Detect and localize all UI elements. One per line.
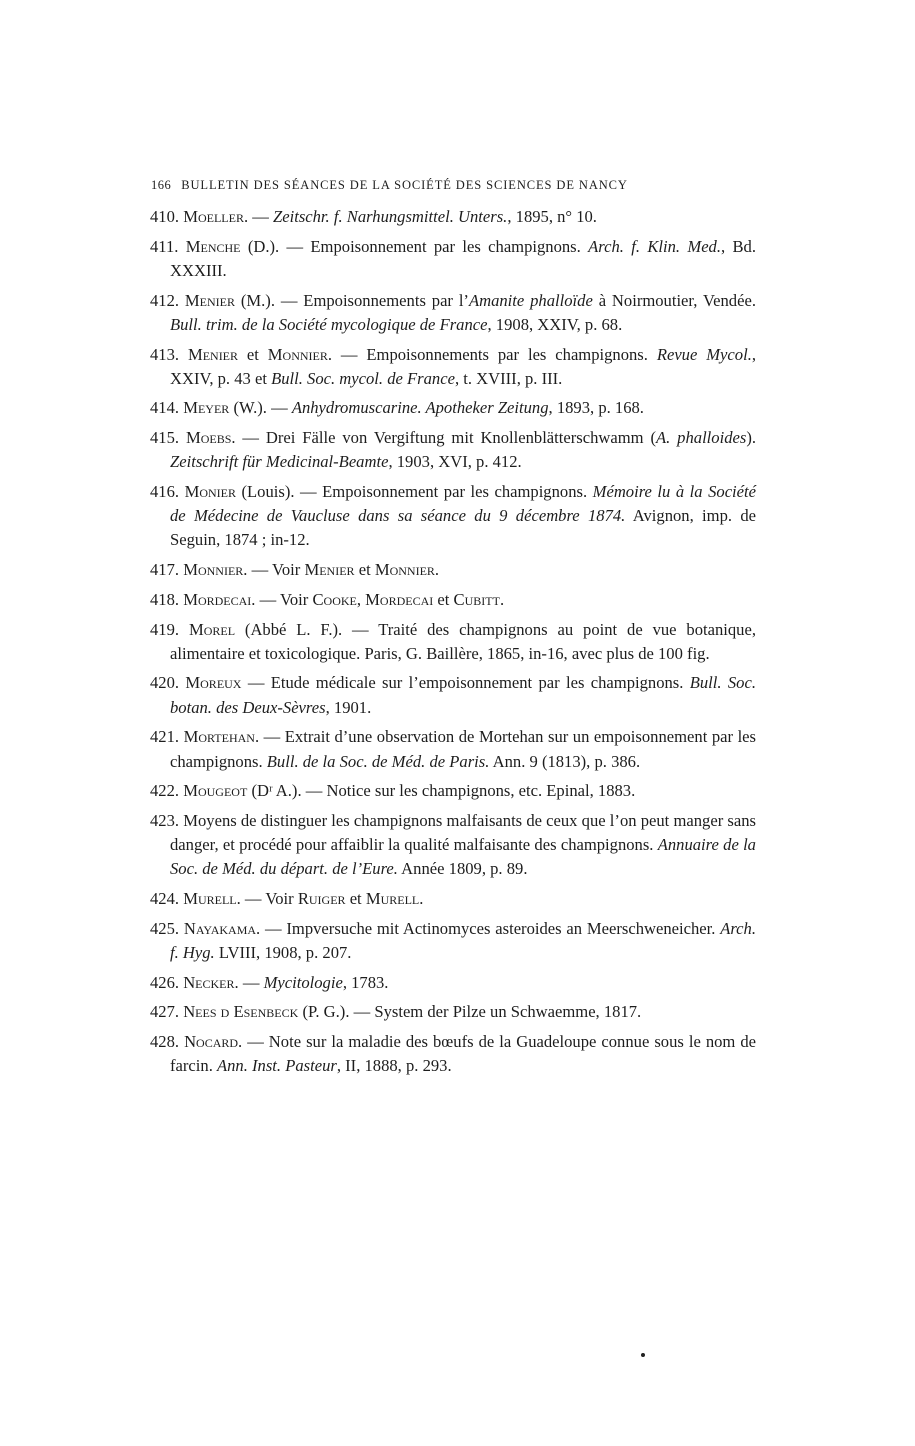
author-name: Mougeot (183, 781, 248, 801)
bibliography-entry (150, 289, 756, 337)
publication-title: A. phalloides (656, 428, 747, 448)
bibliography-entry (150, 671, 756, 719)
publication-title: Ann. Inst. Pasteur (217, 1056, 337, 1076)
author-name: Mortehan. (183, 727, 260, 747)
bibliography-entry (150, 480, 756, 553)
author-name: Cubitt. (453, 589, 505, 609)
entry-text: , 1893, p. 168. (548, 398, 644, 418)
publication-title: Mémoire lu à la Société de Médecine de Vaucluse dans sa séance du 9 décembre 1874. (170, 482, 757, 526)
entry-text: Moyens de distinguer les champignons malfaisants de ceux que l’on peut manger sans danger, et procédé pour affaiblir la qualité malfaisante des champignons. (170, 810, 756, 855)
bibliography-entry (150, 1000, 756, 1024)
author-name: Moreux (185, 673, 242, 693)
entry-text: (Abbé L. F.). — Traité des champignons au point de vue botanique, alimentaire et toxicologique. Paris, G. Baillère, 1865, in-16, avec plus de 100 fig. (170, 619, 756, 663)
author-name: Mordecai. (183, 589, 256, 609)
bibliography-entry (150, 887, 756, 911)
entry-text: — Etude médicale sur l’empoisonnement par les champignons. (241, 673, 690, 693)
author-name: Nees d Esenbeck (183, 1002, 299, 1022)
entry-text: , t. XVIII, p. III. (454, 368, 563, 388)
entry-text: et (354, 560, 375, 580)
bibliography-entry (150, 809, 756, 882)
author-name: Monnier. (374, 560, 440, 580)
author-name: Meyer (183, 398, 230, 418)
entry-text: , 1908, XXIV, p. 68. (487, 314, 623, 334)
entry-number: 427. (150, 1002, 180, 1022)
author-name: Murell. (183, 889, 241, 909)
entry-text: , 1783. (342, 972, 389, 992)
bibliography-entry (150, 558, 756, 582)
entry-text: — Impversuche mit Actinomyces asteroides an Meerschweneicher. (260, 918, 721, 938)
author-name: Menier (304, 560, 355, 580)
author-name: Nocard. (184, 1032, 243, 1052)
publication-title: Zeitschrift für Medicinal-Beamte (170, 452, 389, 472)
bibliography-entry (150, 396, 756, 420)
entry-text: — Voir (247, 560, 305, 580)
entry-number: 416. (150, 482, 180, 502)
entry-text: , 1901. (325, 697, 372, 717)
author-name: Murell. (365, 889, 424, 909)
entry-number: 419. (150, 619, 180, 639)
entry-text: LVIII, 1908, p. 207. (214, 942, 352, 962)
entry-text: ). (746, 428, 757, 448)
entry-text: et (433, 589, 454, 609)
entry-number: 428. (150, 1032, 180, 1052)
publication-title: Mycitologie (263, 972, 343, 992)
entry-number: 421. (150, 727, 180, 747)
author-name: Monnier. (267, 344, 333, 364)
entry-text: , 1895, n° 10. (507, 207, 597, 226)
author-name: Moeller. (183, 207, 249, 226)
author-name: Nayakama. (183, 918, 261, 938)
publication-title: Bull. Soc. botan. des Deux-Sèvres (170, 673, 756, 717)
entry-text: — Voir (255, 589, 313, 609)
page-number: 166 (151, 178, 172, 192)
publication-title: Arch. f. Hyg. (170, 918, 756, 962)
publication-title: Annuaire de la Soc. de Méd. du départ. de l’Eure. (170, 835, 756, 879)
author-name: Necker. (183, 972, 239, 992)
publication-title: Revue Mycol. (656, 344, 752, 364)
entry-text: , XXIV, p. 43 et (170, 344, 756, 388)
entry-text: — (248, 207, 273, 226)
entry-text: Avignon, imp. de Seguin, 1874 ; in-12. (170, 506, 757, 550)
entry-number: 410. (150, 207, 180, 226)
author-name: Menier (184, 290, 236, 310)
entry-text: (W.). — (229, 398, 292, 418)
bibliography-entry (150, 1030, 756, 1078)
bibliography-entry (150, 971, 756, 995)
entry-text: — Voir (240, 889, 298, 909)
entry-text: et (238, 344, 268, 364)
print-speck (641, 1353, 645, 1357)
bibliography-list (150, 205, 756, 1084)
bibliography-entry (150, 235, 756, 283)
entry-number: 422. (150, 781, 180, 801)
publication-title: Bull. trim. de la Société mycologique de France (170, 314, 488, 334)
entry-text: , 1903, XVI, p. 412. (388, 452, 522, 472)
bibliography-entry (150, 917, 756, 965)
author-name: Morel (188, 619, 236, 639)
publication-title: Bull. Soc. mycol. de France (271, 368, 455, 388)
entry-text: et (345, 889, 366, 909)
publication-title: Anhydromuscarine. Apotheker Zeitung (291, 398, 549, 418)
author-name: Moebs. (185, 428, 236, 448)
entry-number: 420. (150, 673, 180, 693)
author-name: Ruiger (297, 889, 346, 909)
publication-title: Amanite phalloïde (468, 290, 593, 310)
entry-number: 414. (150, 398, 180, 418)
bibliography-entry (150, 426, 756, 474)
entry-number: 411. (150, 236, 179, 256)
entry-text: — Empoisonnements par les champignons. (332, 344, 657, 364)
author-name: Monnier. (183, 560, 248, 580)
bibliography-entry (150, 725, 756, 773)
entry-text: , Bd. XXXIII. (170, 236, 757, 280)
publication-title: Zeitschr. f. Narhungsmittel. Unters. (273, 207, 508, 226)
entry-text: (P. G.). — System der Pilze un Schwaemme, 1817. (298, 1002, 642, 1022)
entry-text: Ann. 9 (1813), p. 386. (489, 751, 641, 771)
entry-text: — (238, 972, 264, 992)
entry-number: 417. (150, 560, 180, 580)
bibliography-entry (150, 588, 756, 612)
entry-number: 418. (150, 589, 180, 609)
entry-text: , II, 1888, p. 293. (336, 1056, 452, 1076)
entry-number: 425. (150, 918, 180, 938)
entry-number: 413. (150, 344, 180, 364)
publication-title: Bull. de la Soc. de Méd. de Paris. (266, 751, 490, 771)
author-name: Menier (187, 344, 239, 364)
entry-number: 423. (150, 810, 180, 830)
entry-number: 412. (150, 290, 180, 310)
entry-text: — Note sur la maladie des bœufs de la Guadeloupe connue sous le nom de farcin. (170, 1032, 756, 1076)
running-header (151, 178, 751, 193)
entry-text: (Louis). — Empoisonnement par les champignons. (236, 482, 593, 502)
bibliography-entry (150, 205, 756, 229)
entry-text: — Extrait d’une observation de Mortehan sur un empoisonnement par les champignons. (170, 727, 756, 771)
bibliography-entry (150, 618, 756, 666)
author-name: Cooke, Mordecai (312, 589, 434, 609)
entry-number: 424. (150, 889, 180, 909)
entry-text: Année 1809, p. 89. (397, 859, 528, 879)
bibliography-entry (150, 343, 756, 391)
entry-number: 426. (150, 972, 180, 992)
entry-number: 415. (150, 428, 180, 448)
entry-text: (D.). — Empoisonnement par les champignons. (240, 236, 589, 256)
author-name: Monier (184, 482, 236, 502)
author-name: Menche (185, 236, 241, 256)
entry-text: — Drei Fälle von Vergiftung mit Knollenblätterschwamm ( (235, 428, 656, 448)
bibliography-entry (150, 779, 756, 803)
publication-title: Arch. f. Klin. Med. (588, 236, 722, 256)
entry-text: (M.). — Empoisonnements par l’ (235, 290, 469, 310)
entry-text: (Dʳ A.). — Notice sur les champignons, etc. Epinal, 1883. (247, 781, 636, 801)
entry-text: à Noirmoutier, Vendée. (592, 290, 756, 310)
running-title: BULLETIN DES SÉANCES DE LA SOCIÉTÉ DES SCIENCES DE NANCY (181, 178, 628, 192)
